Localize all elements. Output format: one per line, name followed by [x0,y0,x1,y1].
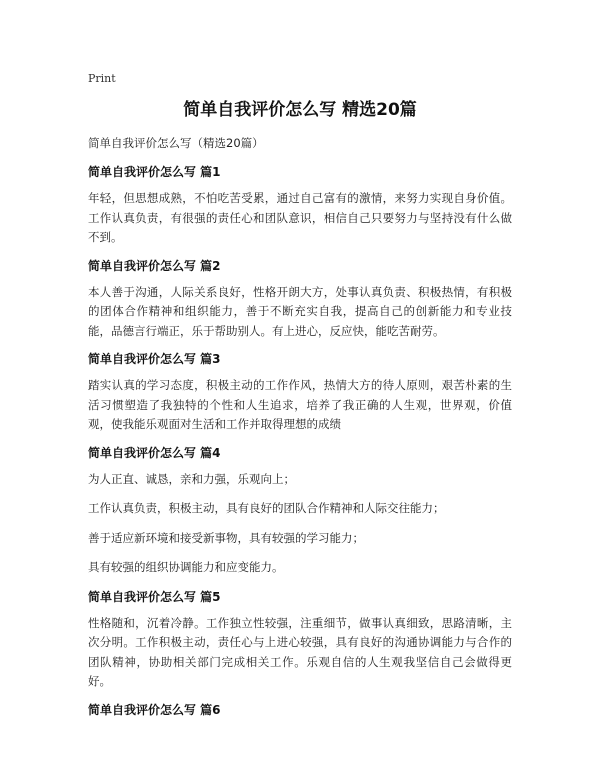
section-1 [88,163,512,248]
section-6 [88,701,512,719]
paragraph: 本人善于沟通，人际关系良好，性格开朗大方，处事认真负责、积极热情，有积极的团体合作精神和组织能力，善于不断充实自我，提高自己的创新能力和专业技能，品德言行端正，乐于帮助别人。有上进心，反应快，能吃苦耐劳。 [88,284,512,338]
document-subtitle: 简单自我评价怎么写（精选20篇） [88,136,264,150]
section-heading: 简单自我评价怎么写 篇3 [88,352,221,366]
paragraph: 为人正直、诚恳，亲和力强，乐观向上； [88,471,295,486]
section-heading: 简单自我评价怎么写 篇4 [88,445,221,460]
paragraph: 善于适应新环境和接受新事物，具有较强的学习能力； [88,530,364,545]
section-heading: 简单自我评价怎么写 篇1 [88,165,221,179]
section-heading: 简单自我评价怎么写 篇5 [88,589,221,604]
paragraph: 具有较强的组织协调能力和应变能力。 [88,560,284,574]
paragraph: 踏实认真的学习态度，积极主动的工作作风，热情大方的待人原则，艰苦朴素的生活习惯塑造了我独特的个性和人生追求，培养了我正确的人生观，世界观，价值观，使我能乐观面对生活和工作并取得理想的成绩 [88,378,512,431]
section-5 [88,588,512,692]
section-3 [88,350,512,435]
section-heading: 简单自我评价怎么写 篇2 [88,258,221,273]
paragraph: 工作认真负责，积极主动，具有良好的团队合作精神和人际交往能力； [88,501,445,515]
section-2 [88,257,512,342]
paragraph: 性格随和，沉着冷静。工作独立性较强，注重细节，做事认真细致，思路清晰，主次分明。工作积极主动，责任心与上进心较强，具有良好的沟通协调能力与合作的团队精神，协助相关部门完成相关工作。乐观自信的人生观我坚信自己会做得更好。 [88,615,512,688]
paragraph: 年轻，但思想成熟，不怕吃苦受累，通过自己富有的激情，来努力实现自身价值。工作认真负责，有很强的责任心和团队意识，相信自己只要努力与坚持没有什么做不到。 [88,191,512,244]
section-4 [88,444,512,578]
section-heading: 简单自我评价怎么写 篇6 [88,702,221,717]
document-title: 简单自我评价怎么写 精选20篇 [183,100,417,120]
print-link[interactable]: Print [88,72,116,85]
